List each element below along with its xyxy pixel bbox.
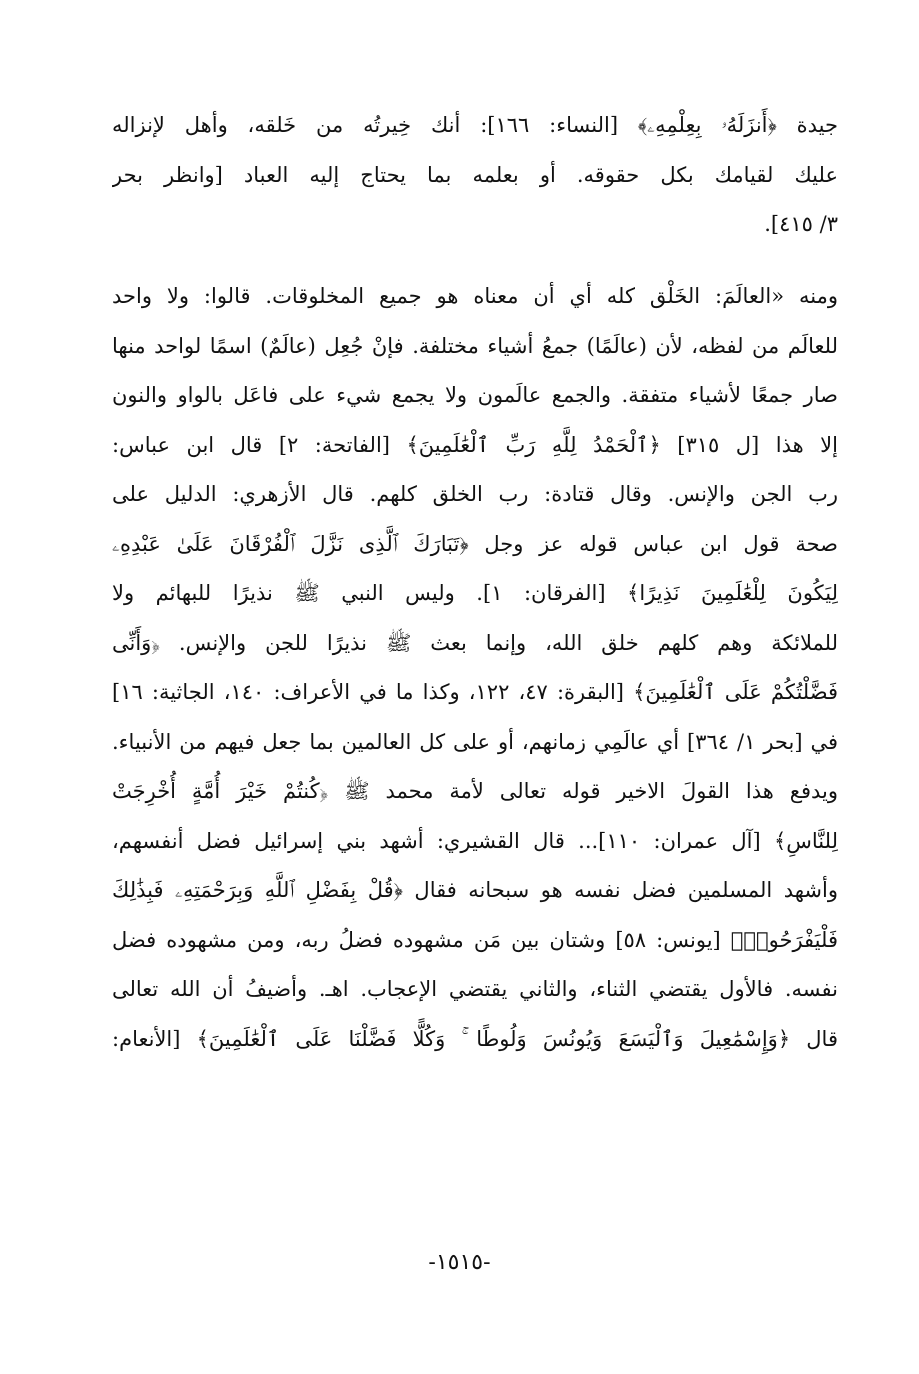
text-line: للملائكة وهم كلهم خلق الله، وإنما بعث ﷺ نذيرًا للجن والإنس. ﴿وَأَنِّى [112, 630, 838, 655]
text-line: في [بحر ١/ ٣٦٤] أي عالَمِي زمانهم، أو على كل العالمين بما جعل فيهم من الأنبياء. [112, 729, 838, 754]
text-line: فَضَّلْتُكُمْ عَلَى ٱلْعَٰلَمِينَ﴾ [البقرة: ٤٧، ١٢٢، وكذا ما في الأعراف: ١٤٠، الجاثية: ١٦] [112, 680, 838, 704]
text-line: عليك لقيامك بكل حقوقه. أو بعلمه بما يحتاج إليه العباد [وانظر بحر [112, 162, 838, 187]
text-line: للعالَم من لفظه، لأن (عالَمًا) جمعُ أشياء مختلفة. فإنْ جُعِل (عالَمٌ) اسمًا لواحد منها [112, 333, 838, 358]
text-line: ومنه «العالَمَ: الخَلْق كله أي أن معناه هو جميع المخلوقات. قالوا: ولا واحد [112, 284, 838, 308]
text-line: ويدفع هذا القولَ الاخير قوله تعالى لأمة محمد ﷺ ﴿كُنتُمْ خَيْرَ أُمَّةٍ أُخْرِجَتْ [112, 779, 838, 803]
text-line: نفسه. فالأول يقتضي الثناء، والثاني يقتضي الإعجاب. اهـ. وأضيفُ أن الله تعالى [112, 977, 838, 1001]
text-line: فَلْيَفْرَحُوا۟﴾ [يونس: ٥٨] وشتان بين مَن مشهوده فضلُ ربه، ومن مشهوده فضل [112, 927, 838, 952]
text-line: لِيَكُونَ لِلْعَٰلَمِينَ نَذِيرًا﴾ [الفرقان: ١]. وليس النبي ﷺ نذيرًا للبهائم ولا [112, 581, 838, 605]
text-line: ٣/ ٤١٥]. [764, 212, 838, 236]
text-line: لِلنَّاسِ﴾ [آل عمران: ١١٠]... قال القشيري: أشهد بني إسرائيل فضل أنفسهم، [112, 828, 838, 853]
text-line: وأشهد المسلمين فضل نفسه هو سبحانه فقال ﴿قُلْ بِفَضْلِ ٱللَّهِ وَبِرَحْمَتِهِۦ فَبِذَٰلِكَ [112, 878, 838, 902]
text-line: جيدة ﴿أَنزَلَهُۥ بِعِلْمِهِۦ﴾ [النساء: ١٦٦]: أنك خِيرتُه من خَلقه، وأهل لإنزاله [112, 113, 838, 137]
paragraph-2 [112, 272, 838, 1064]
text-line: قال ﴿وَإِسْمَٰعِيلَ وَٱلْيَسَعَ وَيُونُسَ وَلُوطًا ۚ وَكُلًّا فَضَّلْنَا عَلَى ٱلْعَٰلَمِينَ﴾ [الأنعام: [112, 1026, 838, 1051]
text-line: رب الجن والإنس. وقال قتادة: رب الخلق كلهم. قال الأزهري: الدليل على [112, 482, 838, 506]
page-number: -١٥١٥- [428, 1250, 491, 1275]
text-line: صار جمعًا لأشياء متفقة. والجمع عالَمون ولا يجمع شيء على فاعَل بالواو والنون [112, 383, 838, 407]
text-line: إلا هذا [ل ٣١٥] ﴿ٱلْحَمْدُ لِلَّهِ رَبِّ ٱلْعَٰلَمِينَ﴾ [الفاتحة: ٢] قال ابن عباس: [112, 432, 838, 457]
text-line: صحة قول ابن عباس قوله عز وجل ﴿تَبَارَكَ ٱلَّذِى نَزَّلَ ٱلْفُرْقَانَ عَلَىٰ عَبْدِهِۦ [112, 531, 838, 556]
paragraph-1 [112, 101, 838, 250]
